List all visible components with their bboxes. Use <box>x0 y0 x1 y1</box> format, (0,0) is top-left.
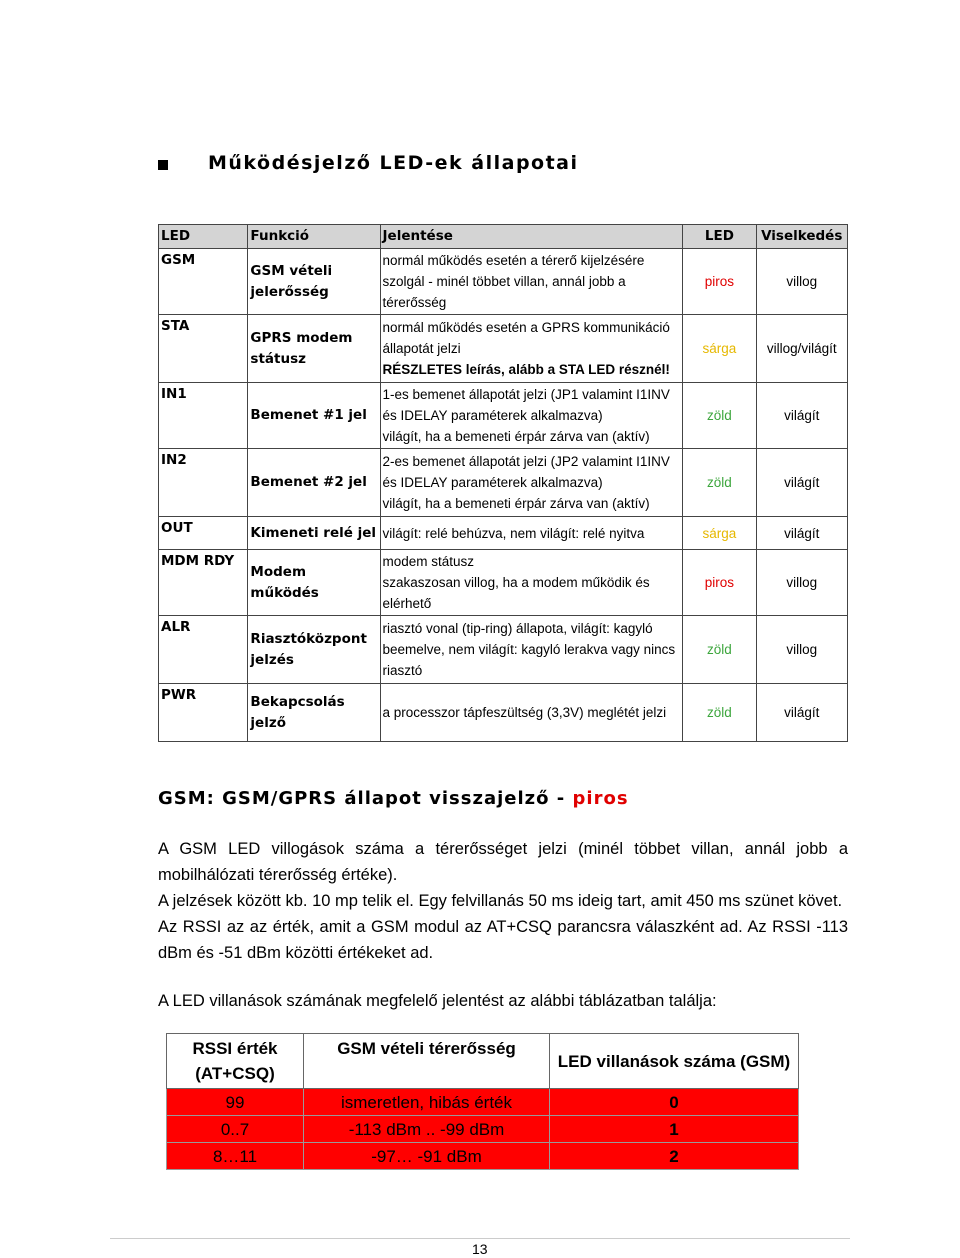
signal-strength: ismeretlen, hibás érték <box>304 1089 550 1116</box>
led-function: Bemenet #1 jel <box>248 383 380 449</box>
led-color: piros <box>683 249 756 315</box>
led-name: PWR <box>159 684 248 742</box>
table-row <box>159 383 848 449</box>
page-number: 13 <box>472 1241 488 1257</box>
gsm-section-heading <box>158 788 629 809</box>
led-meaning-text: modem státusz <box>382 554 475 569</box>
led-function: GSM vételi jelerősség <box>248 249 380 315</box>
led-name: IN1 <box>159 383 248 449</box>
paragraph-rssi: Az RSSI az az érték, amit a GSM modul az AT+CSQ parancsra válaszként ad. Az RSSI -113 dBm és -51 dBm közötti értékeket ad. <box>158 918 848 962</box>
led-name: ALR <box>159 616 248 684</box>
table-row <box>167 1143 799 1170</box>
rssi-value: 99 <box>167 1089 304 1116</box>
led-color: sárga <box>683 315 756 383</box>
led-meaning-note: szakaszosan villog, ha a modem működik és elérhető <box>382 575 650 611</box>
led-behavior: villog <box>756 550 848 616</box>
table-row <box>159 684 848 742</box>
led-meaning: a processzor tápfeszültség (3,3V) meglétét jelzi <box>380 684 683 742</box>
table-row <box>159 449 848 517</box>
led-function: Kimeneti relé jel <box>248 517 380 550</box>
table-row <box>159 315 848 383</box>
table-row <box>159 249 848 315</box>
led-behavior: villog/világít <box>756 315 848 383</box>
header-blink-count: LED villanások száma (GSM) <box>550 1034 799 1089</box>
led-color: zöld <box>683 684 756 742</box>
signal-strength: -97… -91 dBm <box>304 1143 550 1170</box>
led-behavior: világít <box>756 684 848 742</box>
rssi-table <box>166 1033 799 1170</box>
led-meaning: világít: relé behúzva, nem világít: relé nyitva <box>380 517 683 550</box>
rssi-value: 0..7 <box>167 1116 304 1143</box>
led-behavior: világít <box>756 517 848 550</box>
led-color: sárga <box>683 517 756 550</box>
led-meaning: riasztó vonal (tip-ring) állapota, világít: kagyló beemelve, nem világít: kagyló lerakva vagy nincs riasztó <box>380 616 683 684</box>
led-meaning-note: RÉSZLETES leírás, alább a STA LED résznél! <box>382 362 670 377</box>
section-bullet <box>158 160 168 170</box>
signal-strength: -113 dBm .. -99 dBm <box>304 1116 550 1143</box>
header-behavior: Viselkedés <box>756 225 848 249</box>
led-behavior: villog <box>756 249 848 315</box>
paragraph-table-intro: A LED villanások számának megfelelő jelentést az alábbi táblázatban találja: <box>158 992 717 1010</box>
led-function: Bekapcsolás jelző <box>248 684 380 742</box>
table-row <box>159 517 848 550</box>
paragraph-signal-timing: A jelzések között kb. 10 mp telik el. Egy felvillanás 50 ms ideig tart, amit 450 ms szünet követ. <box>158 892 843 910</box>
paragraph-led-blinks: A GSM LED villogások száma a térerősséget jelzi (minél többet villan, annál jobb a mobilhálózati térerősség értéke). <box>158 840 848 884</box>
led-behavior: villog <box>756 616 848 684</box>
led-meaning-note: világít, ha a bemeneti érpár zárva van (aktív) <box>382 429 650 444</box>
header-function: Funkció <box>248 225 380 249</box>
led-function: Riasztóközpont jelzés <box>248 616 380 684</box>
blink-count: 1 <box>550 1116 799 1143</box>
led-name: GSM <box>159 249 248 315</box>
led-meaning <box>380 315 683 383</box>
rssi-value: 8…11 <box>167 1143 304 1170</box>
led-color: zöld <box>683 616 756 684</box>
led-meaning <box>380 550 683 616</box>
led-color: piros <box>683 550 756 616</box>
header-signal-strength: GSM vételi térerősség <box>304 1034 550 1089</box>
led-function: Bemenet #2 jel <box>248 449 380 517</box>
led-meaning-note: világít, ha a bemeneti érpár zárva van (aktív) <box>382 496 650 511</box>
header-led: LED <box>159 225 248 249</box>
led-meaning <box>380 449 683 517</box>
led-meaning-text: 2-es bemenet állapotát jelzi (JP2 valamint I1INV és IDELAY paraméterek alkalmazva) <box>382 454 670 490</box>
led-table-header <box>159 225 848 249</box>
blink-count: 0 <box>550 1089 799 1116</box>
led-meaning-text: 1-es bemenet állapotát jelzi (JP1 valamint I1INV és IDELAY paraméterek alkalmazva) <box>382 387 670 423</box>
led-meaning <box>380 383 683 449</box>
header-meaning: Jelentése <box>380 225 683 249</box>
led-color: zöld <box>683 383 756 449</box>
led-name: OUT <box>159 517 248 550</box>
blink-count: 2 <box>550 1143 799 1170</box>
led-behavior: világít <box>756 449 848 517</box>
table-row <box>159 550 848 616</box>
led-name: MDM RDY <box>159 550 248 616</box>
led-function: Modem működés <box>248 550 380 616</box>
led-color: zöld <box>683 449 756 517</box>
led-meaning-text: normál működés esetén a GPRS kommunikáció állapotát jelzi <box>382 320 670 356</box>
led-name: STA <box>159 315 248 383</box>
led-name: IN2 <box>159 449 248 517</box>
table-row <box>159 616 848 684</box>
footer-divider <box>110 1238 850 1239</box>
section-title: Működésjelző LED-ek állapotai <box>208 152 579 174</box>
header-led-color: LED <box>683 225 756 249</box>
table-row <box>167 1116 799 1143</box>
header-rssi-value: RSSI érték (AT+CSQ) <box>167 1034 304 1089</box>
led-meaning: normál működés esetén a térerő kijelzésére szolgál - minél többet villan, annál jobb a térerősség <box>380 249 683 315</box>
gsm-heading-color: piros <box>572 788 629 809</box>
table-row <box>167 1089 799 1116</box>
led-status-table <box>158 224 848 742</box>
led-function: GPRS modem státusz <box>248 315 380 383</box>
led-behavior: világít <box>756 383 848 449</box>
rssi-table-header <box>167 1034 799 1089</box>
gsm-heading-prefix: GSM: GSM/GPRS állapot visszajelző - <box>158 788 573 809</box>
